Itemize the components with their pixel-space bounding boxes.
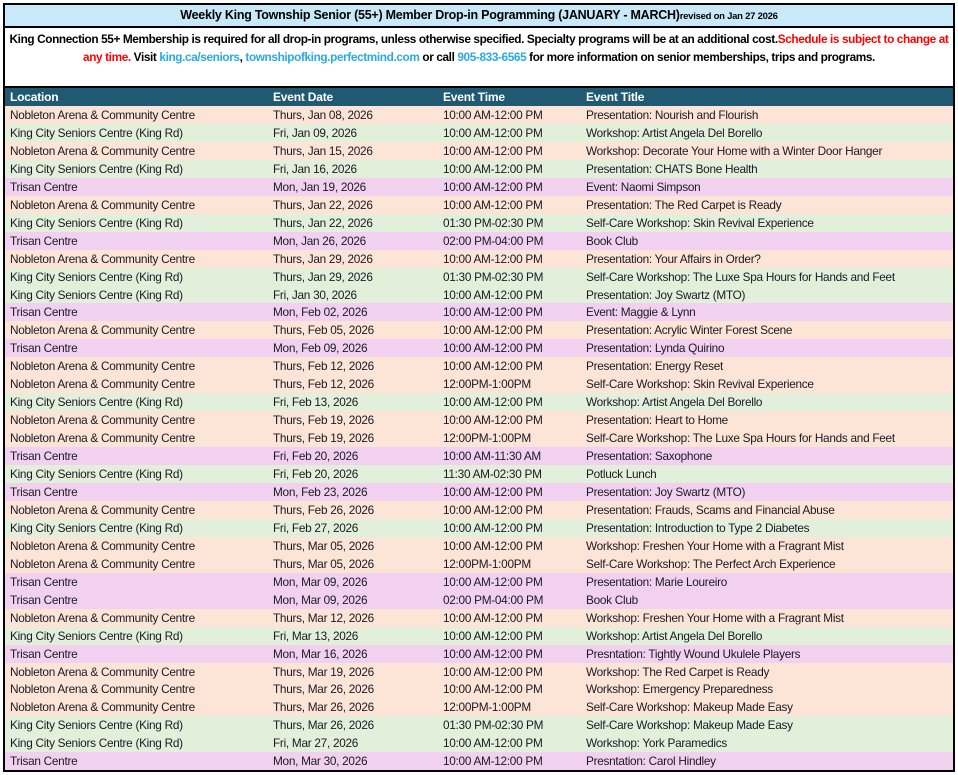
cell-event-date: Thurs, Mar 26, 2026 (273, 682, 374, 697)
cell-location: Trisan Centre (10, 305, 78, 320)
cell-event-date: Mon, Jan 26, 2026 (273, 233, 366, 248)
cell-location: King City Seniors Centre (King Rd) (10, 718, 183, 733)
cell-event-date: Thurs, Mar 26, 2026 (273, 700, 374, 715)
cell-event-date: Fri, Jan 09, 2026 (273, 125, 357, 140)
table-row (5, 627, 953, 645)
cell-location: Nobleton Arena & Community Centre (10, 143, 195, 158)
cell-event-title: Self-Care Workshop: The Luxe Spa Hours for Hands and Feet (586, 269, 895, 284)
notice-text (5, 28, 953, 88)
notice-link[interactable]: townshipofking.perfectmind.com (245, 50, 420, 64)
cell-event-time: 10:00 AM-12:00 PM (443, 323, 543, 338)
cell-event-title: Presentation: Acrylic Winter Forest Scene (586, 323, 793, 338)
cell-event-title: Self-Care Workshop: The Luxe Spa Hours for Hands and Feet (586, 431, 895, 446)
cell-event-title: Presentation: Lynda Quirino (586, 341, 725, 356)
cell-event-title: Presentation: Nourish and Flourish (586, 107, 759, 122)
table-row (5, 591, 953, 609)
cell-event-time: 10:00 AM-12:00 PM (443, 646, 543, 661)
table-row (5, 196, 953, 214)
cell-event-time: 01:30 PM-02:30 PM (443, 215, 544, 230)
cell-event-title: Presentation: Your Affairs in Order? (586, 251, 761, 266)
table-row (5, 681, 953, 699)
cell-event-title: Presentation: CHATS Bone Health (586, 161, 758, 176)
cell-event-title: Workshop: Freshen Your Home with a Fragrant Mist (586, 538, 844, 553)
cell-event-date: Thurs, Jan 22, 2026 (273, 215, 373, 230)
table-row (5, 645, 953, 663)
cell-event-time: 10:00 AM-12:00 PM (443, 305, 543, 320)
table-row (5, 429, 953, 447)
cell-event-title: Workshop: Freshen Your Home with a Fragrant Mist (586, 610, 844, 625)
table-header-row (5, 88, 953, 106)
cell-event-date: Thurs, Feb 26, 2026 (273, 502, 374, 517)
cell-event-date: Thurs, Jan 29, 2026 (273, 251, 373, 266)
cell-location: Nobleton Arena & Community Centre (10, 323, 195, 338)
cell-location: Trisan Centre (10, 341, 78, 356)
cell-event-time: 10:00 AM-12:00 PM (443, 359, 543, 374)
cell-location: Nobleton Arena & Community Centre (10, 610, 195, 625)
cell-event-time: 01:30 PM-02:30 PM (443, 269, 544, 284)
table-row (5, 734, 953, 752)
cell-event-title: Book Club (586, 233, 638, 248)
cell-event-date: Fri, Mar 27, 2026 (273, 736, 359, 751)
cell-event-date: Mon, Mar 09, 2026 (273, 592, 368, 607)
cell-event-date: Thurs, Jan 08, 2026 (273, 107, 373, 122)
cell-event-time: 10:00 AM-12:00 PM (443, 395, 543, 410)
table-row (5, 555, 953, 573)
table-row (5, 411, 953, 429)
cell-event-date: Mon, Jan 19, 2026 (273, 179, 366, 194)
table-row (5, 160, 953, 178)
table-row (5, 303, 953, 321)
cell-event-time: 10:00 AM-12:00 PM (443, 341, 543, 356)
cell-location: Nobleton Arena & Community Centre (10, 682, 195, 697)
cell-event-date: Fri, Mar 13, 2026 (273, 628, 359, 643)
cell-event-date: Thurs, Feb 05, 2026 (273, 323, 374, 338)
cell-event-title: Presentation: Frauds, Scams and Financial Abuse (586, 502, 835, 517)
table-row (5, 698, 953, 716)
cell-event-time: 10:00 AM-12:00 PM (443, 574, 543, 589)
schedule-frame (3, 3, 955, 772)
table-row (5, 752, 953, 770)
cell-location: Trisan Centre (10, 574, 78, 589)
cell-event-title: Presentation: Joy Swartz (MTO) (586, 287, 746, 302)
column-header-event-title: Event Title (586, 90, 645, 104)
cell-event-title: Workshop: The Red Carpet is Ready (586, 664, 770, 679)
cell-location: Nobleton Arena & Community Centre (10, 359, 195, 374)
cell-location: King City Seniors Centre (King Rd) (10, 467, 183, 482)
cell-event-time: 01:30 PM-02:30 PM (443, 718, 544, 733)
cell-event-title: Presntation: Tightly Wound Ukulele Players (586, 646, 801, 661)
cell-event-title: Workshop: Artist Angela Del Borello (586, 628, 763, 643)
cell-event-title: Self-Care Workshop: Makeup Made Easy (586, 718, 793, 733)
cell-location: Trisan Centre (10, 179, 78, 194)
cell-location: Trisan Centre (10, 592, 78, 607)
cell-event-date: Fri, Feb 20, 2026 (273, 449, 359, 464)
cell-location: Nobleton Arena & Community Centre (10, 538, 195, 553)
cell-event-time: 10:00 AM-12:00 PM (443, 538, 543, 553)
cell-event-time: 10:00 AM-12:00 PM (443, 287, 543, 302)
table-row (5, 214, 953, 232)
cell-location: King City Seniors Centre (King Rd) (10, 628, 183, 643)
table-row (5, 106, 953, 124)
cell-location: Trisan Centre (10, 233, 78, 248)
notice-segment: King Connection 55+ Membership is required for all drop-in programs, unless otherwise specified. Specialty programs will be at an additional cost. (9, 32, 778, 46)
cell-event-date: Thurs, Jan 29, 2026 (273, 269, 373, 284)
cell-location: King City Seniors Centre (King Rd) (10, 215, 183, 230)
notice-link[interactable]: king.ca/seniors (159, 50, 240, 64)
cell-event-title: Presentation: Heart to Home (586, 413, 728, 428)
cell-event-time: 12:00PM-1:00PM (443, 431, 531, 446)
cell-event-time: 10:00 AM-12:00 PM (443, 736, 543, 751)
cell-event-date: Mon, Mar 16, 2026 (273, 646, 368, 661)
cell-event-title: Workshop: Emergency Preparedness (586, 682, 773, 697)
cell-event-date: Thurs, Feb 19, 2026 (273, 413, 374, 428)
revised-date: revised on Jan 27 2026 (679, 11, 778, 22)
cell-event-time: 10:00 AM-12:00 PM (443, 161, 543, 176)
page-title: Weekly King Township Senior (55+) Member Drop-in Pogramming (JANUARY - MARCH) (180, 8, 680, 22)
notice-segment: or call (419, 50, 458, 64)
cell-event-date: Thurs, Mar 12, 2026 (273, 610, 374, 625)
cell-location: Nobleton Arena & Community Centre (10, 700, 195, 715)
table-row (5, 142, 953, 160)
cell-event-time: 10:00 AM-12:00 PM (443, 179, 543, 194)
cell-location: King City Seniors Centre (King Rd) (10, 125, 183, 140)
column-header-location: Location (10, 90, 59, 104)
table-row (5, 663, 953, 681)
cell-event-time: 12:00PM-1:00PM (443, 377, 531, 392)
cell-event-title: Event: Maggie & Lynn (586, 305, 696, 320)
table-row (5, 178, 953, 196)
cell-event-date: Fri, Jan 30, 2026 (273, 287, 357, 302)
cell-location: Nobleton Arena & Community Centre (10, 377, 195, 392)
cell-event-time: 10:00 AM-12:00 PM (443, 520, 543, 535)
notice-segment: , (239, 50, 246, 64)
table-row (5, 357, 953, 375)
cell-event-date: Thurs, Mar 05, 2026 (273, 556, 374, 571)
cell-location: King City Seniors Centre (King Rd) (10, 520, 183, 535)
cell-location: King City Seniors Centre (King Rd) (10, 269, 183, 284)
cell-event-title: Self-Care Workshop: Skin Revival Experience (586, 215, 814, 230)
cell-location: Nobleton Arena & Community Centre (10, 502, 195, 517)
cell-event-title: Workshop: York Paramedics (586, 736, 727, 751)
cell-location: Nobleton Arena & Community Centre (10, 197, 195, 212)
table-row (5, 286, 953, 304)
table-row (5, 609, 953, 627)
cell-event-title: Book Club (586, 592, 638, 607)
cell-event-time: 10:00 AM-12:00 PM (443, 664, 543, 679)
cell-location: King City Seniors Centre (King Rd) (10, 161, 183, 176)
cell-event-time: 10:00 AM-12:00 PM (443, 682, 543, 697)
cell-location: King City Seniors Centre (King Rd) (10, 287, 183, 302)
table-row (5, 393, 953, 411)
cell-event-time: 02:00 PM-04:00 PM (443, 233, 544, 248)
cell-event-date: Fri, Feb 20, 2026 (273, 467, 359, 482)
cell-event-time: 10:00 AM-12:00 PM (443, 502, 543, 517)
cell-event-date: Thurs, Feb 19, 2026 (273, 431, 374, 446)
cell-event-title: Potluck Lunch (586, 467, 657, 482)
cell-location: Trisan Centre (10, 484, 78, 499)
cell-event-date: Thurs, Jan 22, 2026 (273, 197, 373, 212)
cell-event-time: 12:00PM-1:00PM (443, 556, 531, 571)
cell-event-time: 10:00 AM-12:00 PM (443, 107, 543, 122)
cell-location: King City Seniors Centre (King Rd) (10, 736, 183, 751)
cell-event-time: 10:00 AM-12:00 PM (443, 125, 543, 140)
table-row (5, 250, 953, 268)
cell-event-title: Workshop: Artist Angela Del Borello (586, 395, 763, 410)
cell-event-title: Presentation: Energy Reset (586, 359, 723, 374)
table-row (5, 537, 953, 555)
table-row (5, 465, 953, 483)
table-row (5, 375, 953, 393)
cell-event-time: 10:00 AM-12:00 PM (443, 610, 543, 625)
cell-event-time: 10:00 AM-12:00 PM (443, 251, 543, 266)
cell-event-date: Thurs, Feb 12, 2026 (273, 377, 374, 392)
table-row (5, 339, 953, 357)
cell-event-date: Fri, Feb 27, 2026 (273, 520, 359, 535)
table-row (5, 483, 953, 501)
cell-event-time: 10:00 AM-12:00 PM (443, 484, 543, 499)
notice-segment: for more information on senior memberships, trips and programs. (526, 50, 875, 64)
table-row (5, 501, 953, 519)
cell-event-date: Thurs, Feb 12, 2026 (273, 359, 374, 374)
cell-event-title: Self-Care Workshop: Makeup Made Easy (586, 700, 793, 715)
cell-location: Nobleton Arena & Community Centre (10, 107, 195, 122)
cell-event-date: Mon, Feb 02, 2026 (273, 305, 368, 320)
cell-location: Nobleton Arena & Community Centre (10, 556, 195, 571)
title-bar (5, 5, 953, 28)
cell-event-time: 10:00 AM-12:00 PM (443, 143, 543, 158)
cell-location: Nobleton Arena & Community Centre (10, 413, 195, 428)
cell-event-date: Mon, Feb 23, 2026 (273, 484, 368, 499)
table-row (5, 447, 953, 465)
cell-event-title: Self-Care Workshop: Skin Revival Experience (586, 377, 814, 392)
table-row (5, 716, 953, 734)
cell-event-title: Workshop: Artist Angela Del Borello (586, 125, 763, 140)
cell-location: Nobleton Arena & Community Centre (10, 251, 195, 266)
cell-location: King City Seniors Centre (King Rd) (10, 395, 183, 410)
cell-event-title: Presentation: Introduction to Type 2 Diabetes (586, 520, 810, 535)
cell-event-time: 02:00 PM-04:00 PM (443, 592, 544, 607)
cell-event-date: Fri, Feb 13, 2026 (273, 395, 359, 410)
cell-event-time: 10:00 AM-12:00 PM (443, 413, 543, 428)
cell-event-date: Thurs, Jan 15, 2026 (273, 143, 373, 158)
cell-event-date: Fri, Jan 16, 2026 (273, 161, 357, 176)
cell-event-date: Thurs, Mar 05, 2026 (273, 538, 374, 553)
cell-event-title: Presentation: The Red Carpet is Ready (586, 197, 782, 212)
cell-event-title: Event: Naomi Simpson (586, 179, 701, 194)
table-row (5, 268, 953, 286)
cell-event-date: Mon, Feb 09, 2026 (273, 341, 368, 356)
table-row (5, 321, 953, 339)
cell-event-title: Presntation: Carol Hindley (586, 754, 716, 769)
cell-event-date: Thurs, Mar 19, 2026 (273, 664, 374, 679)
cell-event-title: Workshop: Decorate Your Home with a Winter Door Hanger (586, 143, 883, 158)
cell-event-title: Presentation: Saxophone (586, 449, 713, 464)
cell-event-time: 10:00 AM-12:00 PM (443, 754, 543, 769)
table-row (5, 519, 953, 537)
cell-location: Trisan Centre (10, 754, 78, 769)
cell-location: Trisan Centre (10, 646, 78, 661)
column-header-event-date: Event Date (273, 90, 334, 104)
cell-location: Nobleton Arena & Community Centre (10, 431, 195, 446)
notice-link[interactable]: 905-833-6565 (457, 50, 527, 64)
notice-segment: Visit (130, 50, 160, 64)
column-header-event-time: Event Time (443, 90, 505, 104)
cell-location: Trisan Centre (10, 449, 78, 464)
cell-event-title: Presentation: Marie Loureiro (586, 574, 728, 589)
cell-event-time: 10:00 AM-12:00 PM (443, 628, 543, 643)
cell-event-date: Thurs, Mar 26, 2026 (273, 718, 374, 733)
cell-event-time: 11:30 AM-02:30 PM (443, 467, 542, 482)
cell-location: Nobleton Arena & Community Centre (10, 664, 195, 679)
cell-event-title: Presentation: Joy Swartz (MTO) (586, 484, 746, 499)
cell-event-date: Mon, Mar 30, 2026 (273, 754, 368, 769)
table-row (5, 124, 953, 142)
notice-segment: Schedule is subject to change at any time. (83, 32, 949, 64)
cell-event-time: 12:00PM-1:00PM (443, 700, 531, 715)
table-body (5, 106, 953, 770)
cell-event-date: Mon, Mar 09, 2026 (273, 574, 368, 589)
cell-event-title: Self-Care Workshop: The Perfect Arch Experience (586, 556, 836, 571)
table-row (5, 232, 953, 250)
cell-event-time: 10:00 AM-11:30 AM (443, 449, 541, 464)
table-row (5, 573, 953, 591)
cell-event-time: 10:00 AM-12:00 PM (443, 197, 543, 212)
